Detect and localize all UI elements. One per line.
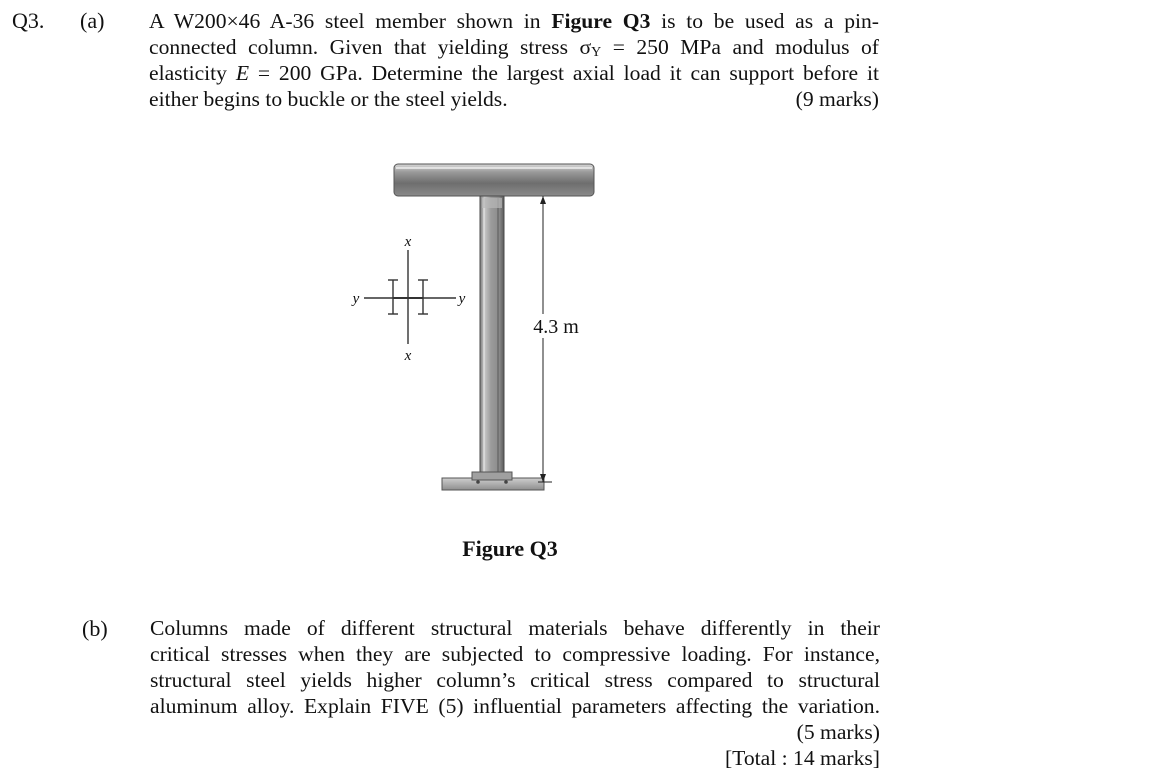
axis-y-right-label: y (458, 291, 466, 307)
part-a-line-3: elasticity E = 200 GPa. Determine the largest axial load it can support before it (149, 61, 879, 85)
figure-reference: Figure Q3 (551, 9, 651, 33)
part-a-line-1: A W200×46 A-36 steel member shown in Figure Q3 is to be used as a pin- (149, 9, 879, 33)
axis-x-bottom-label: x (404, 348, 412, 364)
total-marks: [Total : 14 marks] (724, 746, 880, 770)
steel-column (480, 196, 504, 484)
part-a-line-2: connected column. Given that yielding stress σY = 250 MPa and modulus of (149, 35, 879, 60)
figure-caption: Figure Q3 (462, 536, 558, 561)
part-b-line-4: aluminum alloy. Explain FIVE (5) influential parameters affecting the variation. (150, 694, 880, 718)
axis-x-top-label: x (404, 234, 412, 250)
cross-section-icon (364, 250, 456, 344)
part-a-marks: (9 marks) (795, 87, 879, 111)
axis-y-left-label: y (352, 291, 360, 307)
part-b-line-2: critical stresses when they are subjected to compressive loading. For instance, (150, 642, 880, 666)
part-a-label: (a) (80, 8, 105, 33)
part-a-text (149, 8, 879, 112)
part-b-line-1: Columns made of different structural materials behave differently in their (150, 616, 880, 640)
part-b-label: (b) (82, 616, 108, 641)
part-b-marks: (5 marks) (796, 720, 880, 744)
height-label: 4.3 m (533, 316, 579, 338)
base-support (442, 472, 544, 490)
part-b-line-3: structural steel yields higher column’s critical stress compared to structural (150, 668, 880, 692)
part-a-line-4: either begins to buckle or the steel yields. (9 marks) (149, 87, 879, 111)
question-number: Q3. (12, 8, 45, 33)
top-beam (394, 164, 594, 196)
height-dimension (528, 196, 586, 482)
column-figure (340, 158, 620, 498)
part-b-text (150, 615, 880, 771)
